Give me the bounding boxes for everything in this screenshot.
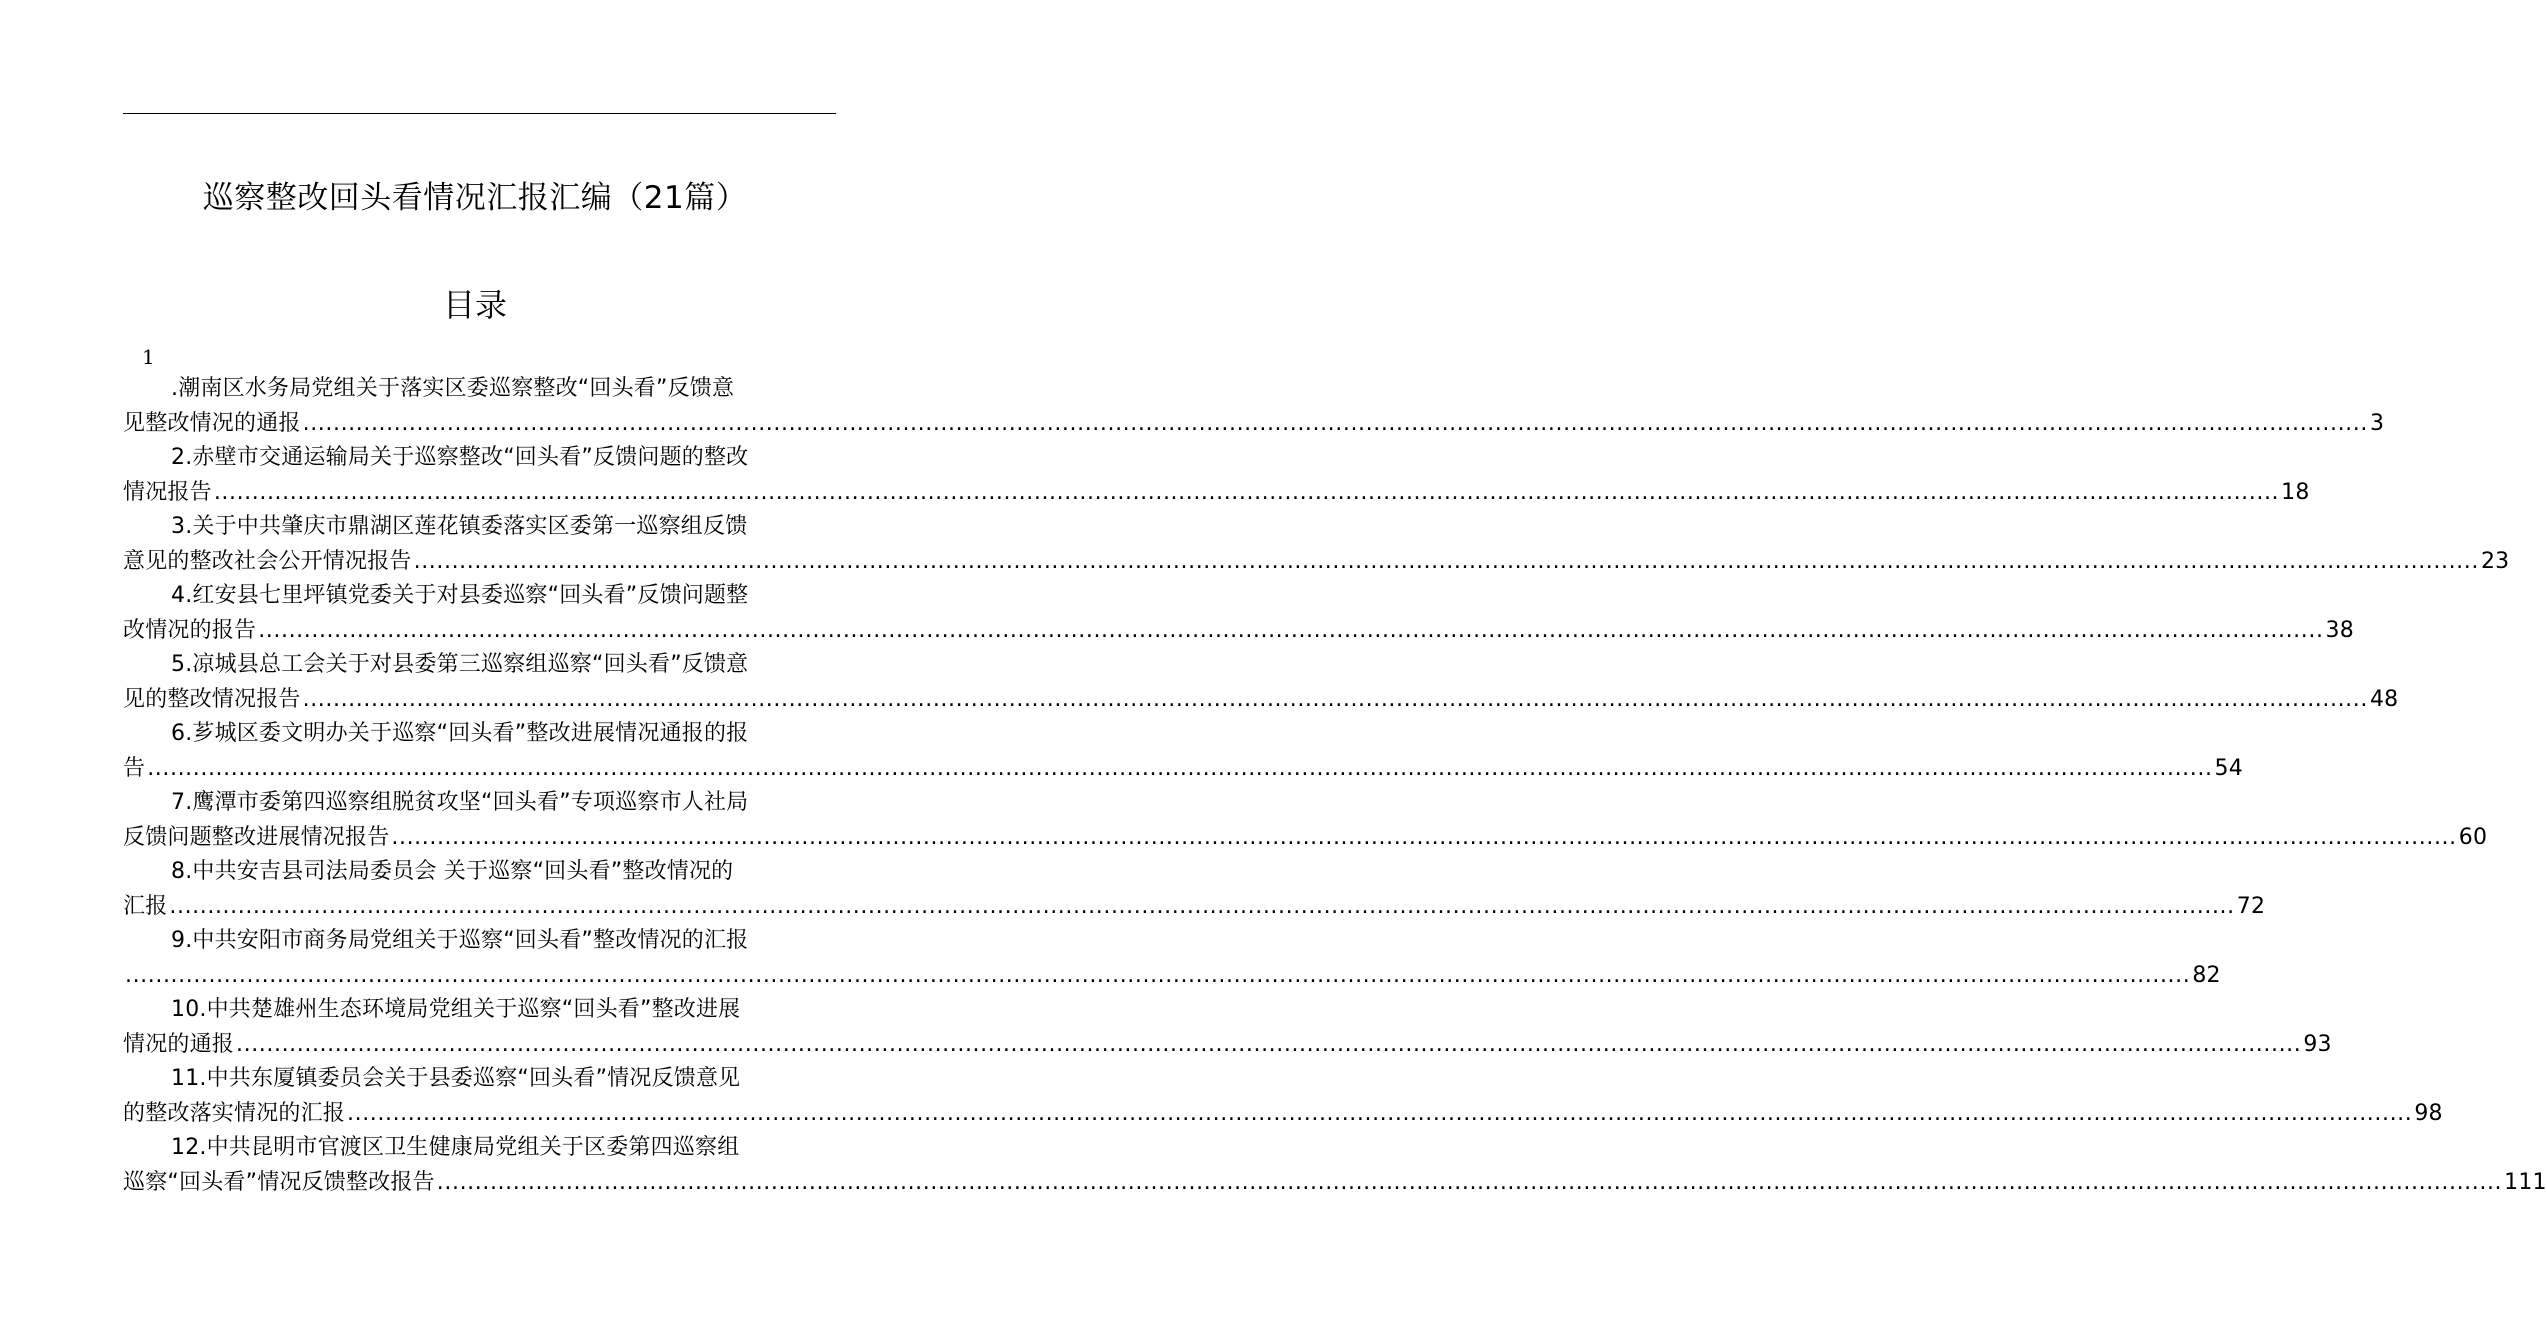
toc-entry-line-2 [123, 959, 2221, 994]
toc-entry[interactable] [123, 648, 2399, 717]
toc-entry-line-2 [123, 1097, 2443, 1132]
document-title: 巡察整改回头看情况汇报汇编（21篇） [202, 180, 748, 216]
toc-entry-line-1 [123, 1062, 836, 1097]
table-of-contents [123, 372, 2547, 1200]
toc-entry-line-1 [123, 510, 836, 545]
toc-entry-title-line-2: 情况报告 [123, 479, 212, 505]
toc-entry-line-2 [123, 407, 2385, 442]
toc-entry[interactable] [123, 510, 2510, 579]
toc-entry-line-1 [123, 855, 836, 890]
toc-entry-line-1 [123, 993, 836, 1028]
dot-leader [435, 1166, 2504, 1201]
toc-entry-title-line-1: 2.赤壁市交通运输局关于巡察整改“回头看”反馈问题的整改 [171, 445, 749, 470]
toc-entry-title-line-2: 巡察“回头看”情况反馈整改报告 [123, 1169, 435, 1195]
toc-entry-line-1 [123, 717, 836, 752]
toc-entry-line-1 [123, 786, 836, 821]
toc-entry-title-line-2: 的整改落实情况的汇报 [123, 1100, 346, 1126]
toc-entry-title-line-2: 见整改情况的通报 [123, 410, 301, 436]
dot-leader [412, 545, 2481, 580]
toc-entry-title-line-1: 11.中共东厦镇委员会关于县委巡察“回头看”情况反馈意见 [171, 1066, 741, 1091]
toc-heading: 目录 [442, 286, 507, 324]
toc-entry-line-2 [123, 476, 2310, 511]
dot-leader [389, 821, 2458, 856]
toc-entry-page-number[interactable]: 82 [2192, 962, 2221, 988]
toc-entry[interactable] [123, 786, 2488, 855]
dot-leader [145, 752, 2214, 787]
dot-leader [301, 683, 2370, 718]
dot-leader [234, 1028, 2303, 1063]
toc-entry-line-2 [123, 1166, 2547, 1201]
toc-entry-title-line-2: 改情况的报告 [123, 617, 257, 643]
toc-entry-page-number[interactable]: 111 [2504, 1169, 2547, 1195]
toc-entry-line-1 [123, 579, 836, 614]
toc-entry-page-number[interactable]: 18 [2281, 479, 2310, 505]
toc-entry[interactable] [123, 579, 2354, 648]
toc-entry-title-line-1: .潮南区水务局党组关于落实区委巡察整改“回头看”反馈意 [171, 376, 735, 401]
toc-entry-page-number[interactable]: 23 [2480, 548, 2510, 574]
toc-entry-title-line-1: 8.中共安吉县司法局委员会 关于巡察“回头看”整改情况的 [171, 859, 734, 884]
toc-entry[interactable] [123, 717, 2243, 786]
toc-entry-title-line-1: 6.芗城区委文明办关于巡察“回头看”整改进展情况通报的报 [171, 721, 749, 746]
toc-entry-page-number[interactable]: 38 [2325, 617, 2354, 643]
toc-entry-line-2 [123, 614, 2354, 649]
toc-entry-line-1 [123, 1131, 836, 1166]
toc-entry-page-number[interactable]: 93 [2303, 1031, 2332, 1057]
toc-entry-title-line-2: 意见的整改社会公开情况报告 [123, 548, 412, 574]
dot-leader [301, 407, 2370, 442]
toc-entry-title-line-1: 3.关于中共肇庆市鼎湖区莲花镇委落实区委第一巡察组反馈 [171, 514, 748, 539]
toc-entry-line-2 [123, 545, 2510, 580]
toc-entry[interactable] [123, 993, 2332, 1062]
header-rule [123, 113, 836, 114]
toc-entry-line-2 [123, 752, 2243, 787]
toc-entry-title-line-2: 汇报 [123, 893, 168, 919]
toc-entry-line-1 [123, 924, 836, 959]
toc-entry-line-2 [123, 683, 2399, 718]
toc-entry-page-number[interactable]: 48 [2369, 686, 2399, 712]
toc-entry[interactable] [123, 441, 2310, 510]
toc-entry[interactable] [123, 924, 2221, 993]
toc-entry-page-number[interactable]: 3 [2369, 410, 2385, 436]
toc-entry-page-number[interactable]: 54 [2214, 755, 2243, 781]
toc-entry-line-2 [123, 890, 2266, 925]
dot-leader [123, 959, 2192, 994]
toc-entry[interactable] [123, 372, 2385, 441]
dot-leader [256, 614, 2325, 649]
toc-entry-page-number[interactable]: 98 [2414, 1100, 2443, 1126]
toc-entry-title-line-1: 7.鹰潭市委第四巡察组脱贫攻坚“回头看”专项巡察市人社局 [171, 790, 749, 815]
toc-entry-title-line-1: 12.中共昆明市官渡区卫生健康局党组关于区委第四巡察组 [171, 1135, 740, 1160]
toc-entry-title-line-1: 4.红安县七里坪镇党委关于对县委巡察“回头看”反馈问题整 [171, 583, 749, 608]
toc-entry-title-line-2: 反馈问题整改进展情况报告 [123, 824, 390, 850]
toc-entry[interactable] [123, 1062, 2443, 1131]
dot-leader [167, 890, 2236, 925]
toc-entry-title-line-1: 5.凉城县总工会关于对县委第三巡察组巡察“回头看”反馈意 [171, 652, 749, 677]
dot-leader [212, 476, 2281, 511]
toc-entry-title-line-2: 告 [123, 755, 146, 781]
toc-entry-title-line-2: 见的整改情况报告 [123, 686, 301, 712]
toc-entry-page-number[interactable]: 60 [2458, 824, 2488, 850]
toc-entry-title-line-1: 10.中共楚雄州生态环境局党组关于巡察“回头看”整改进展 [171, 997, 741, 1022]
toc-entry-line-1 [123, 441, 836, 476]
toc-entry-line-1 [123, 648, 836, 683]
toc-entry-page-number[interactable]: 72 [2236, 893, 2266, 919]
toc-entry-line-2 [123, 821, 2488, 856]
toc-entry-1-number: 1 [142, 345, 155, 369]
toc-entry-line-1 [123, 372, 836, 407]
toc-entry[interactable] [123, 1131, 2547, 1200]
toc-entry-title-line-2: 情况的通报 [123, 1031, 235, 1057]
dot-leader [345, 1097, 2414, 1132]
toc-entry-title-line-1: 9.中共安阳市商务局党组关于巡察“回头看”整改情况的汇报 [171, 928, 749, 953]
toc-entry[interactable] [123, 855, 2266, 924]
toc-entry-line-2 [123, 1028, 2332, 1063]
